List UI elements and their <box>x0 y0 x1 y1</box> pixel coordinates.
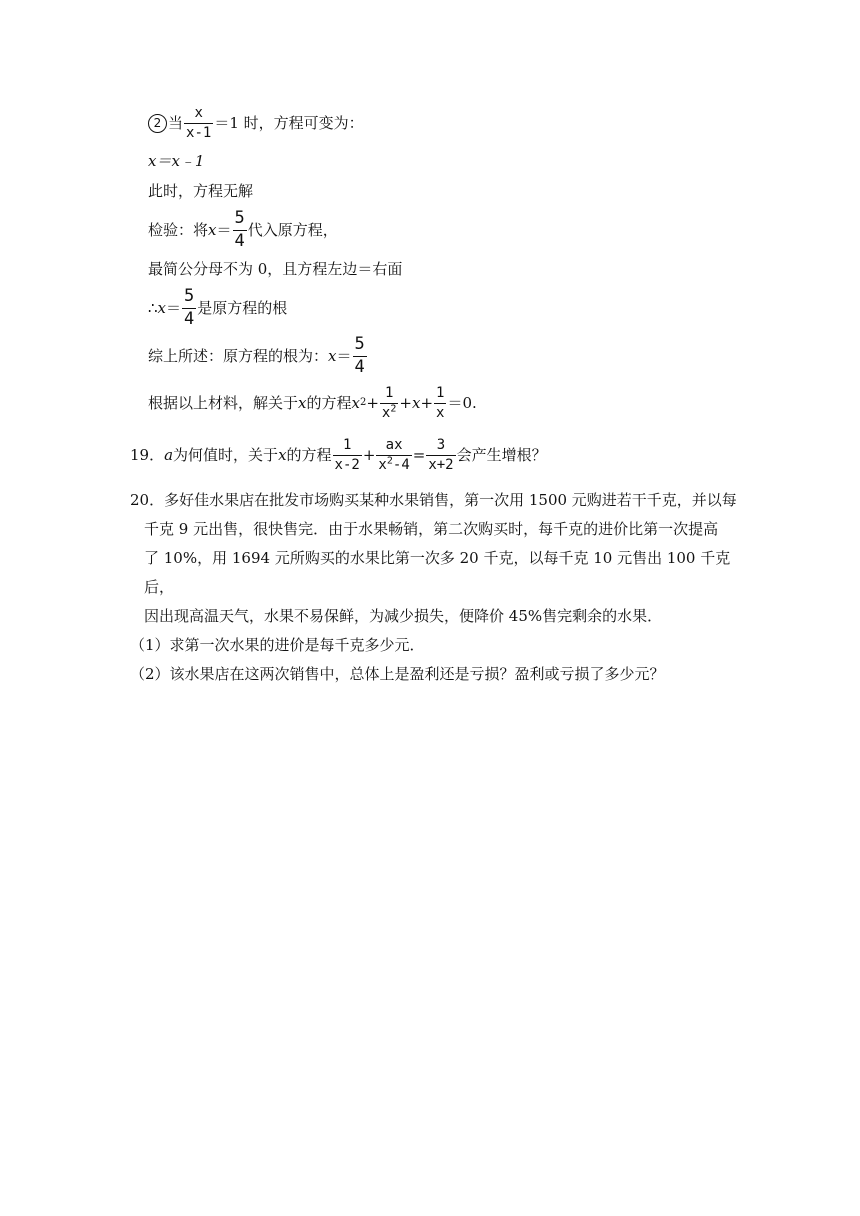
text: 此时，方程无解 <box>148 182 254 200</box>
plus-sign: + <box>420 393 434 412</box>
exponent: 2 <box>386 455 393 467</box>
question-20 <box>130 486 750 689</box>
text: 代入原方程， <box>247 220 338 239</box>
fraction-5-over-4 <box>353 336 367 377</box>
text: 的方程 <box>306 393 352 412</box>
text: 是原方程的根 <box>197 298 288 317</box>
denominator: 4 <box>234 230 245 251</box>
text: 检验：将 <box>148 220 209 239</box>
denominator <box>380 403 398 421</box>
var-a: a <box>164 445 174 464</box>
circled-number: 2 <box>148 114 167 133</box>
equation-line <box>148 154 204 169</box>
question-20-line-3: 了 10%，用 1694 元所购买的水果比第一次多 20 千克，以每千克 10 元售出 100 千克后， <box>144 549 731 596</box>
denominator: 4 <box>184 308 195 329</box>
sub-question-1: （1）求第一次水果的进价是每千克多少元． <box>130 636 425 654</box>
numerator: 1 <box>436 385 445 401</box>
numerator: 5 <box>184 286 195 306</box>
text: ＝0. <box>447 393 477 412</box>
numerator: 5 <box>234 208 245 228</box>
plus-sign: + <box>362 445 376 464</box>
denominator: x <box>436 404 445 421</box>
equation-text: x＝x﹣1 <box>148 152 205 170</box>
text: ＝ <box>216 220 232 239</box>
numerator: 5 <box>354 334 365 354</box>
text: 会产生增根？ <box>456 445 547 464</box>
sub-question-2: （2）该水果店在这两次销售中，总体上是盈利还是亏损？盈利或亏损了多少元？ <box>130 665 665 683</box>
question-20-line-4: 因出现高温天气，水果不易保鲜，为减少损失，便降价 45%售完剩余的水果． <box>144 607 663 625</box>
numerator: 1 <box>384 385 394 401</box>
var-x: x <box>157 298 167 317</box>
denominator: x-2 <box>334 456 360 473</box>
fraction-1-over-x-minus-2 <box>333 438 362 472</box>
denominator-line <box>148 262 402 277</box>
summary-line <box>148 336 368 377</box>
text: 为何值时，关于 <box>173 445 279 464</box>
denominator <box>376 455 411 473</box>
denominator: 4 <box>354 356 365 377</box>
var-x: x <box>411 393 421 412</box>
check-line <box>148 210 338 251</box>
text: 当 <box>168 113 184 132</box>
text: ＝ <box>166 298 182 317</box>
text: ＝1 时，方程可变为： <box>214 113 364 132</box>
numerator: 3 <box>436 437 446 453</box>
var-x: x <box>328 346 337 365</box>
exponent: 2 <box>390 403 397 415</box>
fraction-1-over-x-squared <box>380 386 398 420</box>
den-rest: -4 <box>392 456 410 473</box>
plus-sign: + <box>399 393 412 412</box>
text: ∴ <box>148 298 158 317</box>
question-19 <box>130 438 547 472</box>
no-solution-line <box>148 184 253 199</box>
text: 综上所述：原方程的根为： <box>148 346 329 365</box>
root-line <box>148 288 287 329</box>
var-x: x <box>278 445 287 464</box>
equals-sign: = <box>412 445 426 464</box>
text: 最简公分母不为 0，且方程左边＝右面 <box>148 260 403 278</box>
fraction-5-over-4 <box>182 288 196 329</box>
question-20-line-2: 千克 9 元出售，很快售完．由于水果畅销，第二次购买时，每千克的进价比第一次提高 <box>144 520 719 538</box>
fraction-1-over-x <box>434 386 446 420</box>
den-base: x <box>378 456 387 473</box>
var-x: x <box>298 393 307 412</box>
var-x: x <box>208 220 217 239</box>
question-number: 20． <box>130 491 165 509</box>
fraction-ax-over-x2-minus-4 <box>376 438 411 472</box>
text: ＝ <box>336 346 352 365</box>
numerator: 1 <box>342 437 352 453</box>
den-base: x <box>381 404 391 421</box>
denominator: x-1 <box>186 124 212 141</box>
fraction-3-over-x-plus-2 <box>426 438 455 472</box>
question-number: 19． <box>130 445 165 464</box>
case-2-line <box>148 106 364 140</box>
plus-sign: + <box>366 393 379 412</box>
denominator: x+2 <box>428 456 454 473</box>
fraction-x-over-x-minus-1 <box>184 106 213 140</box>
numerator: ax <box>385 437 403 453</box>
question-20-line-1 <box>130 486 750 515</box>
fraction-5-over-4 <box>233 210 247 251</box>
text: 根据以上材料，解关于 <box>148 393 299 412</box>
var-x: x <box>351 393 360 412</box>
text: 的方程 <box>286 445 332 464</box>
task-line: 根据以上材料，解关于 x 的方程 x 2 + $\frac{1}{x^2}$ + x + $\frac{1}{x}$ ＝0. <box>148 385 477 421</box>
text: 多好佳水果店在批发市场购买某种水果销售，第一次用 1500 元购进若干千克，并以每 <box>164 491 737 509</box>
numerator: x <box>194 105 203 121</box>
